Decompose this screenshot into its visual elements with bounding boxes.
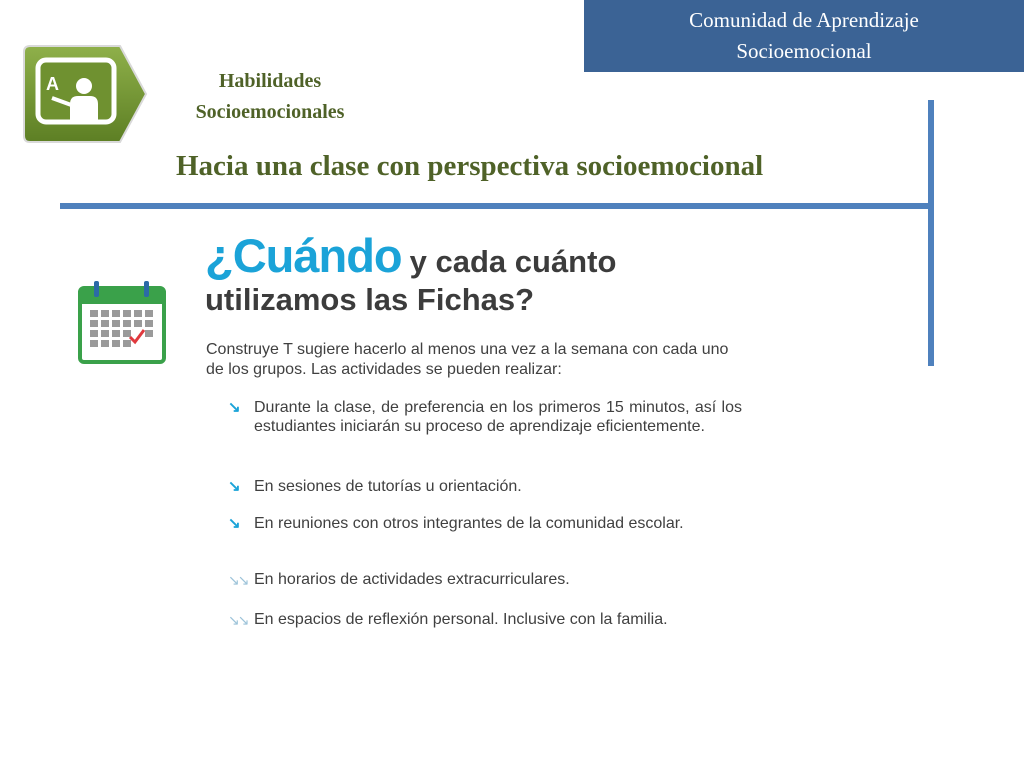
calendar-icon <box>78 280 166 364</box>
list-item-text: En reuniones con otros integrantes de la comunidad escolar. <box>254 515 684 532</box>
community-header <box>584 0 1024 72</box>
heading-rest: y cada cuánto <box>409 244 617 279</box>
vertical-divider <box>928 100 934 366</box>
arrow-down-right-icon: ↘↘ <box>228 612 248 628</box>
svg-text:A: A <box>46 74 59 94</box>
list-item-text: En espacios de reflexión personal. Inclusive con la familia. <box>254 611 668 628</box>
slide-title: Hacia una clase con perspectiva socioemocional <box>176 150 764 182</box>
section-label-line-1: Habilidades <box>218 70 322 92</box>
header-line-1: Comunidad de Aprendizaje <box>689 8 919 32</box>
arrow-down-right-icon: ↘↘ <box>228 572 248 588</box>
teacher-board-icon <box>22 44 150 148</box>
horizontal-divider <box>60 203 933 209</box>
list-item-text: En horarios de actividades extracurriculares. <box>254 571 570 588</box>
list-item-text: Durante la clase, de preferencia en los primeros 15 minutos, así los estudiantes iniciarán su proceso de aprendizaje eficientemente. <box>254 399 742 435</box>
section-label-line-2: Socioemocionales <box>195 101 345 123</box>
intro-paragraph: Construye T sugiere hacerlo al menos una vez a la semana con cada uno de los grupos. Las actividades se pueden realizar: <box>206 341 729 378</box>
arrow-down-right-icon: ↘ <box>228 399 241 416</box>
question-heading <box>205 228 616 283</box>
heading-accent: ¿Cuándo <box>205 229 402 282</box>
arrow-down-right-icon: ↘ <box>228 515 241 532</box>
list-item-text: En sesiones de tutorías u orientación. <box>254 478 522 495</box>
header-line-2: Socioemocional <box>736 39 872 63</box>
heading-line-2: utilizamos las Fichas? <box>205 282 535 317</box>
arrow-down-right-icon: ↘ <box>228 478 241 495</box>
section-label <box>170 66 370 128</box>
